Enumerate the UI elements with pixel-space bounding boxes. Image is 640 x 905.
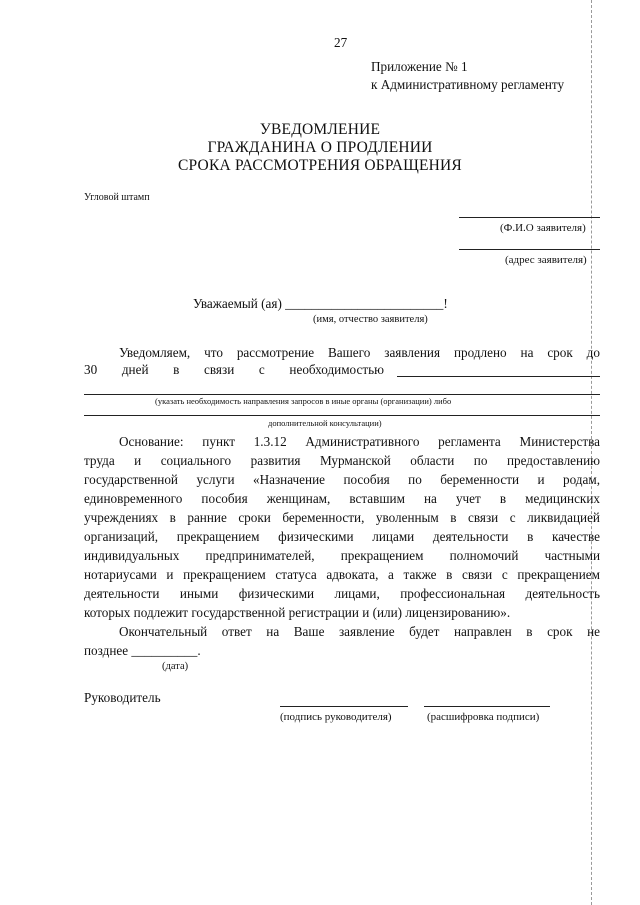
final-answer-line-2: позднее __________. [84,643,201,658]
stamp-label: Угловой штамп [84,192,150,203]
necessity-caption-1: (указать необходимость направления запросов в иные органы (организации) либо [155,396,452,406]
signature-decode-line [424,706,550,707]
basis-line: которых подлежит государственной регистрации и (или) лицензированию». [84,605,511,620]
applicant-address-caption: (адрес заявителя) [505,254,587,266]
necessity-line-2 [84,394,600,395]
necessity-line [397,376,600,377]
basis-line: нотариусами и прекращением статуса адвоката, а также в связи с прекращением [84,567,600,582]
basis-line: единовременного пособия женщинам, вставшим на учет в медицинских [84,491,600,506]
basis-line: деятельности иными физическими лицами, профессиональная деятельность [84,586,600,601]
appendix-line-2: к Административному регламенту [371,77,565,92]
necessity-line-3 [84,415,600,416]
notice-word: в [173,362,180,377]
notice-line-2 [84,362,384,378]
applicant-address-line [459,249,600,250]
basis-line: государственной услуги «Назначение пособия по беременности и родам, [84,472,600,487]
basis-line: организаций, прекращением физическими лицами деятельности в качестве [84,529,600,544]
basis-line: труда и социального развития Мурманской области по предоставлению [84,453,600,468]
notice-word: с [258,362,265,377]
basis-line: учреждениях в ранние сроки беременности, уволенным в связи с ликвидацией [84,510,600,525]
page-number: 27 [334,35,348,50]
appendix-line-1: Приложение № 1 [371,59,468,74]
greeting: Уважаемый (ая) ________________________! [193,296,448,311]
signer-role: Руководитель [84,690,161,705]
greeting-caption: (имя, отчество заявителя) [313,314,428,325]
notice-line-1: Уведомляем, что рассмотрение Вашего заявления продлено на срок до [119,345,600,360]
doc-title-line-1: УВЕДОМЛЕНИЕ [259,121,381,138]
notice-word: необходимостью [289,362,384,377]
notice-word: 30 [84,362,98,377]
signature-caption: (подпись руководителя) [280,711,392,723]
date-caption: (дата) [162,661,189,672]
necessity-caption-2: дополнительной консультации) [268,418,382,428]
final-answer-line-1: Окончательный ответ на Ваше заявление будет направлен в срок не [119,624,600,639]
signature-decode-caption: (расшифровка подписи) [427,711,540,723]
doc-title-line-2: ГРАЖДАНИНА О ПРОДЛЕНИИ [207,139,433,156]
notice-word: связи [204,362,235,377]
doc-title-line-3: СРОКА РАССМОТРЕНИЯ ОБРАЩЕНИЯ [178,157,462,174]
applicant-name-line [459,217,600,218]
basis-line: Основание: пункт 1.3.12 Административного регламента Министерства [119,434,600,449]
notice-word: дней [121,362,149,377]
signature-line [280,706,408,707]
applicant-name-caption: (Ф.И.О заявителя) [500,222,586,234]
basis-line: индивидуальных предпринимателей, прекращением полномочий частными [84,548,600,563]
